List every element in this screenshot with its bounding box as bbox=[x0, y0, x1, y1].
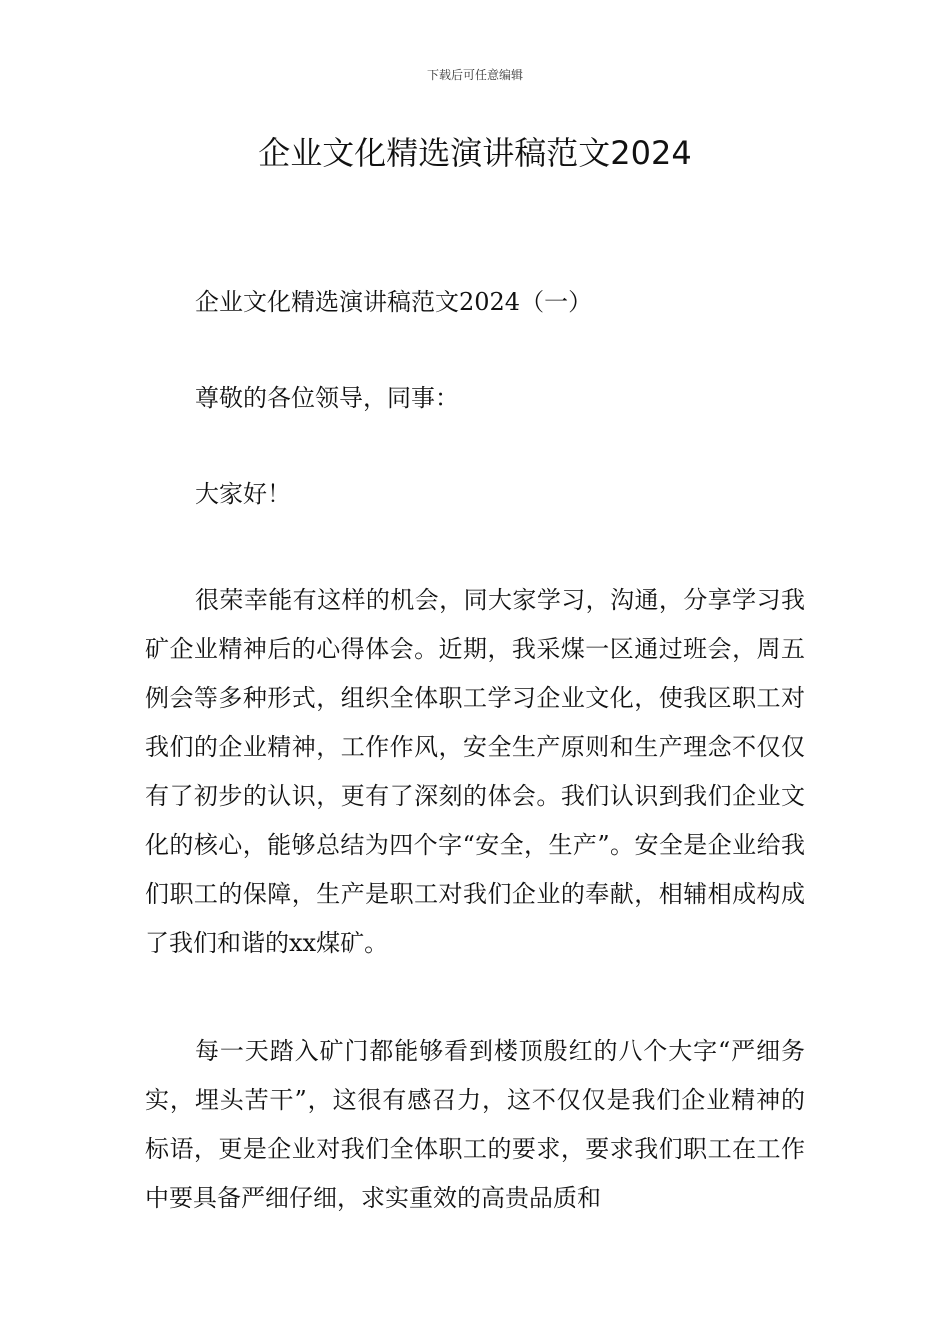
document-title: 企业文化精选演讲稿范文2024 bbox=[258, 134, 692, 172]
salutation: 尊敬的各位领导，同事： bbox=[195, 384, 459, 412]
header-note: 下载后可任意编辑 bbox=[426, 68, 523, 82]
body-paragraph-2: 每一天踏入矿门都能够看到楼顶殷红的八个大字“严细务实，埋头苦干”，这很有感召力，这不仅仅是我们企业精神的标语，更是企业对我们全体职工的要求，要求我们职工在工作中要具备严细仔细，求实重效的高贵品质和 bbox=[145, 1037, 805, 1212]
section-subtitle: 企业文化精选演讲稿范文2024（一） bbox=[195, 288, 593, 316]
greeting: 大家好！ bbox=[195, 480, 291, 508]
body-paragraph-1: 很荣幸能有这样的机会，同大家学习，沟通，分享学习我矿企业精神后的心得体会。近期，我采煤一区通过班会，周五例会等多种形式，组织全体职工学习企业文化，使我区职工对我们的企业精神，工作作风，安全生产原则和生产理念不仅仅有了初步的认识，更有了深刻的体会。我们认识到我们企业文化的核心，能够总结为四个字“安全，生产”。安全是企业给我们职工的保障，生产是职工对我们企业的奉献，相辅相成构成了我们和谐的xx煤矿。 bbox=[145, 586, 805, 957]
